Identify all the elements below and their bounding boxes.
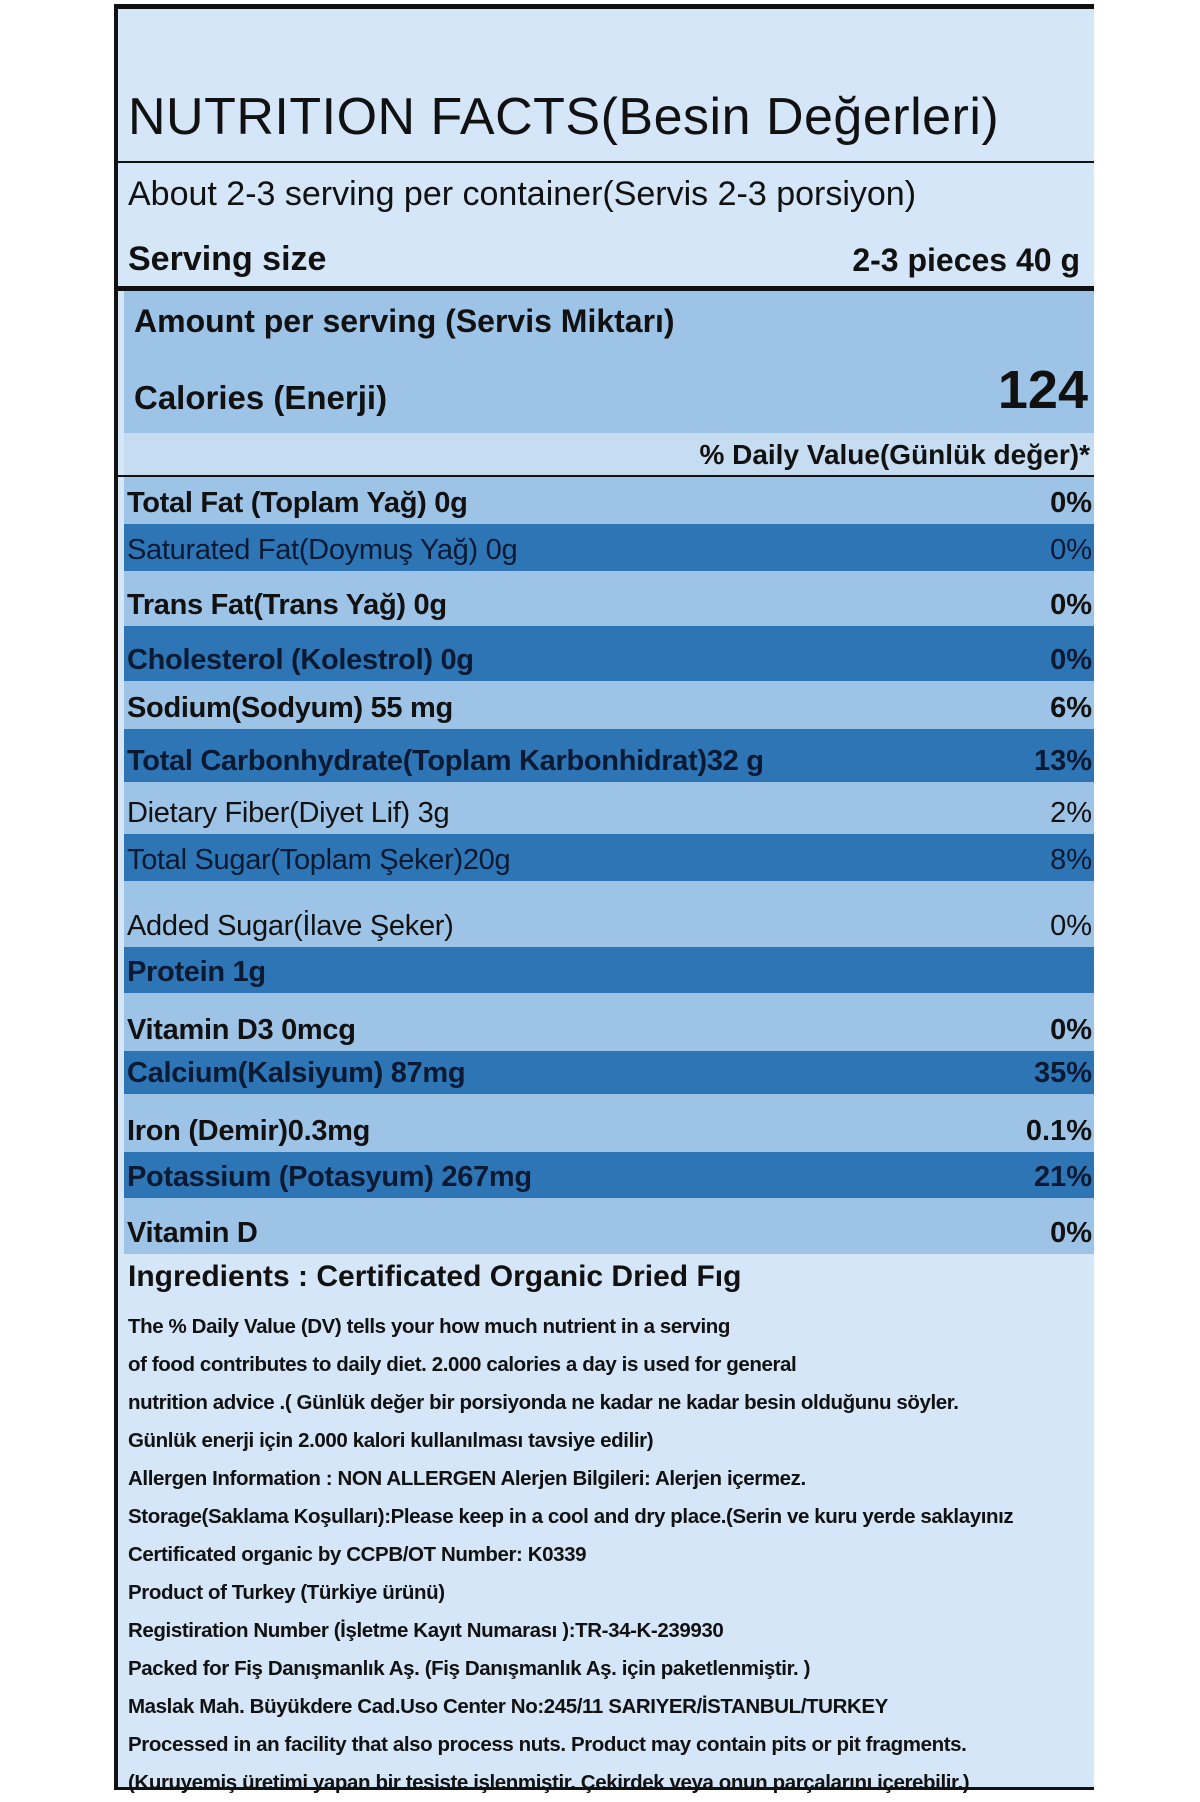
nutrient-row-total-fat	[124, 477, 1094, 526]
allergen-info: Allergen Information : NON ALLERGEN Alerjen Bilgileri: Alerjen içermez.	[128, 1467, 806, 1490]
nutrient-name: Potassium (Potasyum) 267mg	[127, 1161, 532, 1193]
nutrient-dv: 6%	[1050, 692, 1092, 724]
address-info: Maslak Mah. Büyükdere Cad.Uso Center No:245/11 SARIYER/İSTANBUL/TURKEY	[128, 1695, 888, 1718]
serving-size-value: 2-3 pieces 40 g	[852, 242, 1080, 278]
footnote-line: of food contributes to daily diet. 2.000 calories a day is used for general	[128, 1353, 797, 1376]
facility-warning: Processed in an facility that also process nuts. Product may contain pits or pit fragments.	[128, 1733, 967, 1756]
amount-per-serving-block	[124, 291, 1094, 433]
nutrient-row-added-sugar	[124, 881, 1094, 949]
facility-warning-tr: (Kuruyemiş üretimi yapan bir tesiste işlenmiştir. Çekirdek veya onun parçalarını içerebilir.)	[128, 1771, 970, 1794]
nutrient-row-calcium	[124, 1051, 1094, 1096]
nutrient-row-protein	[124, 947, 1094, 995]
nutrition-facts-label	[114, 4, 1094, 1794]
nutrient-dv: 0%	[1050, 1217, 1092, 1249]
serving-size-label: Serving size	[128, 240, 327, 278]
nutrient-dv: 13%	[1033, 745, 1092, 777]
footnote-line: The % Daily Value (DV) tells your how much nutrient in a serving	[128, 1315, 731, 1338]
nutrient-row-iron	[124, 1094, 1094, 1154]
storage-info: Storage(Saklama Koşulları):Please keep in a cool and dry place.(Serin ve kuru yerde saklayınız	[128, 1505, 1014, 1528]
nutrient-dv: 0%	[1050, 910, 1092, 942]
nutrient-row-total-carbohydrate	[124, 729, 1094, 784]
nutrient-name: Total Carbonhydrate(Toplam Karbonhidrat)32 g	[127, 745, 764, 777]
nutrient-name: Trans Fat(Trans Yağ) 0g	[127, 589, 447, 621]
label-title: NUTRITION FACTS(Besin Değerleri)	[128, 88, 1000, 146]
nutrient-name: Iron (Demir)0.3mg	[127, 1115, 371, 1147]
nutrient-name: Sodium(Sodyum) 55 mg	[127, 692, 453, 724]
nutrient-row-dietary-fiber	[124, 782, 1094, 836]
nutrient-row-vitamin-d	[124, 1198, 1094, 1256]
amount-per-serving-label: Amount per serving (Servis Miktarı)	[134, 303, 675, 339]
nutrient-dv: 0%	[1050, 589, 1092, 621]
servings-per-container: About 2-3 serving per container(Servis 2-3 porsiyon)	[128, 175, 917, 213]
nutrient-name: Added Sugar(İlave Şeker)	[127, 910, 454, 942]
nutrient-row-cholesterol	[124, 626, 1094, 683]
ingredients-line: Ingredients : Certificated Organic Dried Fıg	[128, 1260, 742, 1293]
nutrient-row-trans-fat	[124, 571, 1094, 628]
nutrient-row-saturated-fat	[124, 524, 1094, 573]
nutrient-name: Vitamin D3 0mcg	[127, 1014, 356, 1046]
footer-notes-block	[124, 1254, 1094, 1794]
nutrient-dv: 2%	[1050, 797, 1092, 829]
nutrient-name: Saturated Fat(Doymuş Yağ) 0g	[127, 534, 518, 566]
nutrient-row-vitamin-d3	[124, 993, 1094, 1053]
packer-info: Packed for Fiş Danışmanlık Aş. (Fiş Danışmanlık Aş. için paketlenmiştir. )	[128, 1657, 811, 1680]
footnote-line: Günlük enerji için 2.000 kalori kullanılması tavsiye edilir)	[128, 1429, 654, 1452]
nutrient-row-sodium	[124, 681, 1094, 731]
nutrient-name: Protein 1g	[127, 956, 266, 988]
nutrient-name: Dietary Fiber(Diyet Lif) 3g	[127, 797, 450, 829]
nutrient-name: Cholesterol (Kolestrol) 0g	[127, 644, 474, 676]
registration-info: Registiration Number (İşletme Kayıt Numarası ):TR-34-K-239930	[128, 1619, 724, 1642]
nutrient-dv: 21%	[1033, 1161, 1092, 1193]
nutrient-dv: 0%	[1050, 487, 1092, 519]
footnotes	[128, 1308, 1090, 1802]
nutrient-dv: 35%	[1033, 1057, 1092, 1089]
footnote-line: nutrition advice .( Günlük değer bir porsiyonda ne kadar ne kadar besin olduğunu söyler.	[128, 1391, 959, 1414]
nutrient-name: Vitamin D	[127, 1217, 258, 1249]
origin-info: Product of Turkey (Türkiye ürünü)	[128, 1581, 445, 1604]
nutrient-row-total-sugar	[124, 834, 1094, 883]
nutrient-name: Calcium(Kalsiyum) 87mg	[127, 1057, 466, 1089]
calories-value: 124	[997, 360, 1088, 420]
nutrient-dv: 0%	[1050, 644, 1092, 676]
nutrient-dv: 8%	[1050, 844, 1092, 876]
daily-value-header	[124, 433, 1094, 477]
nutrient-dv: 0.1%	[1025, 1115, 1092, 1147]
nutrient-dv: 0%	[1050, 1014, 1092, 1046]
divider	[118, 161, 1094, 163]
certification-info: Certificated organic by CCPB/OT Number: K0339	[128, 1543, 587, 1566]
calories-label: Calories (Enerji)	[134, 379, 388, 416]
daily-value-header-text: % Daily Value(Günlük değer)*	[699, 439, 1090, 470]
nutrient-row-potassium	[124, 1152, 1094, 1200]
nutrient-dv: 0%	[1050, 534, 1092, 566]
nutrient-name: Total Fat (Toplam Yağ) 0g	[127, 487, 468, 519]
nutrient-name: Total Sugar(Toplam Şeker)20g	[127, 844, 511, 876]
